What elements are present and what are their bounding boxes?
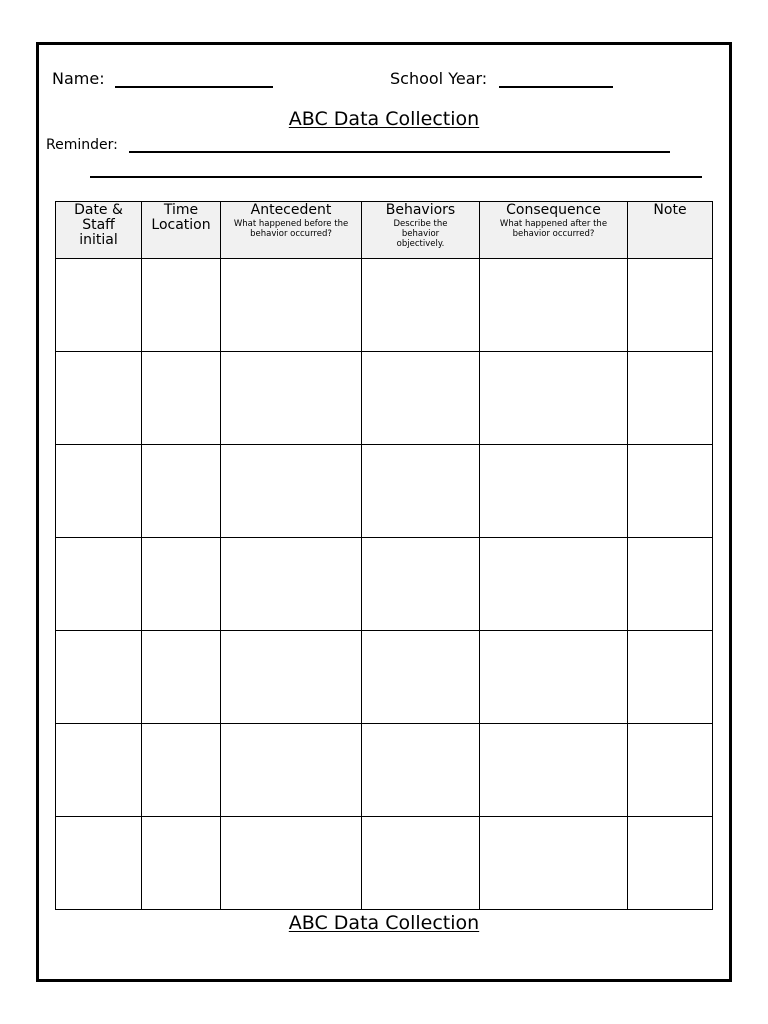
abc-data-table — [55, 201, 713, 910]
column-header-antecedent — [221, 202, 362, 259]
table-cell[interactable] — [56, 724, 142, 817]
column-header-label: Note — [653, 202, 687, 218]
table-cell[interactable] — [142, 538, 221, 631]
table-cell[interactable] — [362, 631, 480, 724]
table-cell[interactable] — [480, 352, 628, 445]
table-cell[interactable] — [362, 538, 480, 631]
table-cell[interactable] — [362, 817, 480, 910]
school-year-line[interactable] — [499, 86, 613, 88]
name-label: Name: — [52, 69, 105, 88]
table-cell[interactable] — [362, 445, 480, 538]
column-header-note — [628, 202, 713, 259]
table-cell[interactable] — [362, 352, 480, 445]
table-cell[interactable] — [480, 817, 628, 910]
table-body — [56, 259, 713, 910]
table-cell[interactable] — [628, 259, 713, 352]
table-cell[interactable] — [142, 445, 221, 538]
table-row — [56, 259, 713, 352]
table-cell[interactable] — [221, 538, 362, 631]
footer-title — [0, 911, 768, 935]
page-title — [0, 107, 768, 131]
table-row — [56, 724, 713, 817]
page-title-text: ABC Data Collection — [288, 108, 480, 130]
table-cell[interactable] — [221, 352, 362, 445]
column-header-label: Behaviors — [385, 202, 456, 218]
column-header-date-staff — [56, 202, 142, 259]
table-cell[interactable] — [142, 352, 221, 445]
table-row — [56, 538, 713, 631]
table-cell[interactable] — [362, 259, 480, 352]
table-cell[interactable] — [221, 817, 362, 910]
table-cell[interactable] — [56, 445, 142, 538]
table-cell[interactable] — [142, 817, 221, 910]
column-header-label: Date & Staff initial — [74, 202, 123, 248]
table-cell[interactable] — [56, 817, 142, 910]
table-cell[interactable] — [480, 259, 628, 352]
table-row — [56, 631, 713, 724]
reminder-line-1[interactable] — [129, 151, 670, 153]
table-cell[interactable] — [480, 631, 628, 724]
table-cell[interactable] — [628, 724, 713, 817]
reminder-line-2[interactable] — [90, 176, 702, 178]
column-header-time-location — [142, 202, 221, 259]
table-cell[interactable] — [628, 631, 713, 724]
table-cell[interactable] — [142, 724, 221, 817]
table-cell[interactable] — [480, 445, 628, 538]
table-row — [56, 352, 713, 445]
table-cell[interactable] — [56, 631, 142, 724]
column-header-consequence — [480, 202, 628, 259]
table-cell[interactable] — [142, 259, 221, 352]
table-header-row — [56, 202, 713, 259]
table-cell[interactable] — [362, 724, 480, 817]
column-header-behaviors — [362, 202, 480, 259]
table-cell[interactable] — [480, 724, 628, 817]
table-cell[interactable] — [221, 445, 362, 538]
table-cell[interactable] — [628, 817, 713, 910]
table-cell[interactable] — [628, 352, 713, 445]
reminder-label: Reminder: — [46, 137, 118, 153]
column-header-subtitle: What happened after the behavior occurred? — [499, 219, 608, 239]
table-cell[interactable] — [142, 631, 221, 724]
column-header-label: Consequence — [506, 202, 601, 218]
name-line[interactable] — [115, 86, 273, 88]
column-header-label: Time Location — [151, 202, 211, 233]
column-header-subtitle: Describe the behavior objectively. — [393, 219, 448, 249]
column-header-label: Antecedent — [250, 202, 332, 218]
table-cell[interactable] — [221, 259, 362, 352]
table-cell[interactable] — [628, 445, 713, 538]
table-cell[interactable] — [628, 538, 713, 631]
table-cell[interactable] — [56, 538, 142, 631]
school-year-label: School Year: — [390, 69, 488, 88]
table-cell[interactable] — [56, 259, 142, 352]
column-header-subtitle: What happened before the behavior occurred? — [233, 219, 349, 239]
footer-title-text: ABC Data Collection — [288, 912, 480, 934]
table-cell[interactable] — [56, 352, 142, 445]
table-cell[interactable] — [221, 631, 362, 724]
table-row — [56, 445, 713, 538]
table-row — [56, 817, 713, 910]
table-cell[interactable] — [221, 724, 362, 817]
table-cell[interactable] — [480, 538, 628, 631]
